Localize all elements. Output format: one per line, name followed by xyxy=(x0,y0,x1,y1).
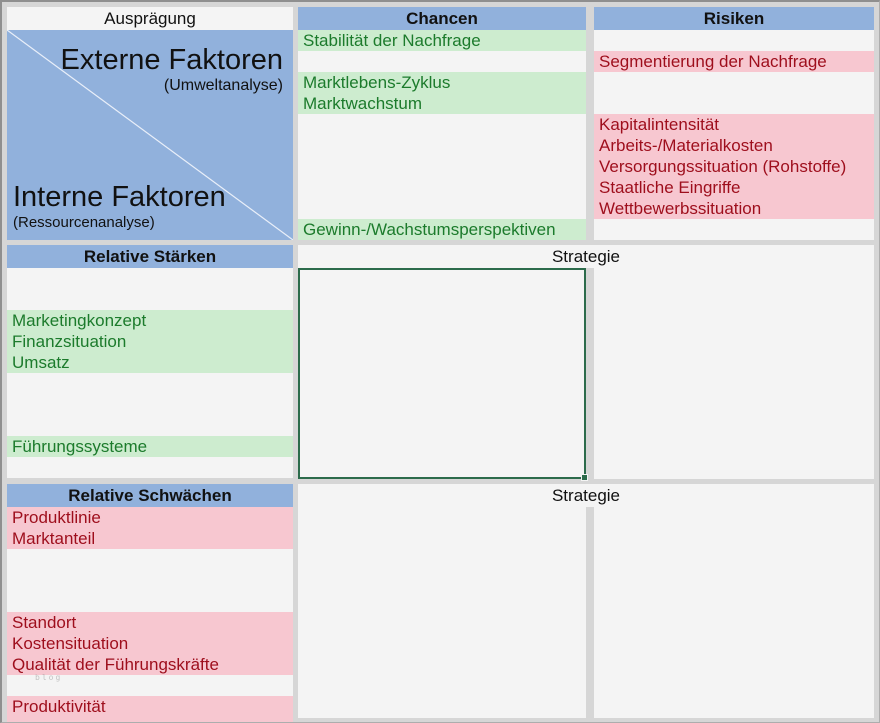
schwaechen-cell-1[interactable] xyxy=(7,507,293,549)
staerken-empty-cell[interactable] xyxy=(7,268,293,310)
schwaechen-header-label: Relative Schwächen xyxy=(68,485,232,505)
chancen-empty-cell[interactable] xyxy=(298,114,586,219)
risiken-empty-cell[interactable] xyxy=(594,72,874,114)
strategie-header-top xyxy=(298,245,874,268)
strategie-top-label: Strategie xyxy=(551,246,621,266)
chancen-cell-1[interactable] xyxy=(298,30,586,51)
internal-factors-block xyxy=(13,181,226,232)
schwaechen-cell-2[interactable] xyxy=(7,612,293,675)
schwaechen-body xyxy=(7,507,293,723)
risiken-item: Staatliche Eingriffe xyxy=(599,178,741,197)
strategie-bottom-label: Strategie xyxy=(551,485,621,505)
staerken-body xyxy=(7,268,293,478)
internal-factors-label: Interne Faktoren xyxy=(13,181,226,213)
risiken-header xyxy=(594,7,874,30)
chancen-cell-3[interactable] xyxy=(298,219,586,240)
external-factors-block xyxy=(61,44,283,95)
factors-diagonal-cell[interactable] xyxy=(7,30,293,240)
schwaechen-item: Produktivität xyxy=(12,697,106,716)
chancen-item: Marktwachstum xyxy=(303,94,423,113)
strategy-cell-strengths[interactable] xyxy=(298,268,586,479)
risiken-cell-2[interactable] xyxy=(594,114,874,219)
strategy-cell-strengths-risks[interactable] xyxy=(594,268,874,479)
chancen-header-label: Chancen xyxy=(406,8,478,28)
risiken-item: Arbeits-/Materialkosten xyxy=(599,136,773,155)
strategie-header-bottom xyxy=(298,484,874,507)
staerken-empty-cell[interactable] xyxy=(7,373,293,436)
chancen-item: Marktlebens-Zyklus xyxy=(303,73,451,92)
internal-factors-sublabel: (Ressourcenanalyse) xyxy=(13,214,155,231)
strategy-cell-weaknesses-risks[interactable] xyxy=(594,507,874,718)
schwaechen-item: Kostensituation xyxy=(12,634,129,653)
schwaechen-item: Standort xyxy=(12,613,77,632)
schwaechen-item: Produktlinie xyxy=(12,508,101,527)
staerken-item: Führungssysteme xyxy=(12,437,148,456)
external-factors-sublabel: (Umweltanalyse) xyxy=(163,77,283,94)
risiken-empty-cell[interactable] xyxy=(594,30,874,51)
auspraegung-header-label: Ausprägung xyxy=(104,8,196,28)
risiken-empty-cell[interactable] xyxy=(594,219,874,240)
staerken-cell-1[interactable] xyxy=(7,310,293,373)
risiken-header-label: Risiken xyxy=(703,8,765,28)
external-factors-label: Externe Faktoren xyxy=(60,44,283,76)
schwaechen-empty-cell[interactable] xyxy=(7,549,293,612)
staerken-cell-2[interactable] xyxy=(7,436,293,457)
fill-handle[interactable] xyxy=(581,474,588,481)
risiken-cell-1[interactable] xyxy=(594,51,874,72)
schwaechen-cell-3[interactable] xyxy=(7,696,293,723)
auspraegung-header xyxy=(7,7,293,30)
staerken-item: Umsatz xyxy=(12,353,70,372)
chancen-header xyxy=(298,7,586,30)
schwaechen-header xyxy=(7,484,293,507)
chancen-empty-cell[interactable] xyxy=(298,51,586,72)
risiken-item: Versorgungssituation (Rohstoffe) xyxy=(599,157,847,176)
staerken-item: Finanzsituation xyxy=(12,332,127,351)
chancen-body xyxy=(298,30,586,240)
schwaechen-item: Qualität der Führungskräfte xyxy=(12,655,219,674)
schwaechen-item: Marktanteil xyxy=(12,529,96,548)
chancen-item: Gewinn-/Wachstumsperspektiven xyxy=(303,220,556,239)
chancen-item: Stabilität der Nachfrage xyxy=(303,31,481,50)
staerken-header xyxy=(7,245,293,268)
risiken-item: Kapitalintensität xyxy=(599,115,720,134)
staerken-item: Marketingkonzept xyxy=(12,311,147,330)
staerken-empty-cell[interactable] xyxy=(7,457,293,478)
risiken-body xyxy=(594,30,874,240)
strategy-cell-weaknesses[interactable] xyxy=(298,507,586,718)
risiken-item: Wettbewerbssituation xyxy=(599,199,762,218)
watermark: blog xyxy=(35,673,63,682)
risiken-item: Segmentierung der Nachfrage xyxy=(599,52,827,71)
chancen-cell-2[interactable] xyxy=(298,72,586,114)
staerken-header-label: Relative Stärken xyxy=(83,246,217,266)
